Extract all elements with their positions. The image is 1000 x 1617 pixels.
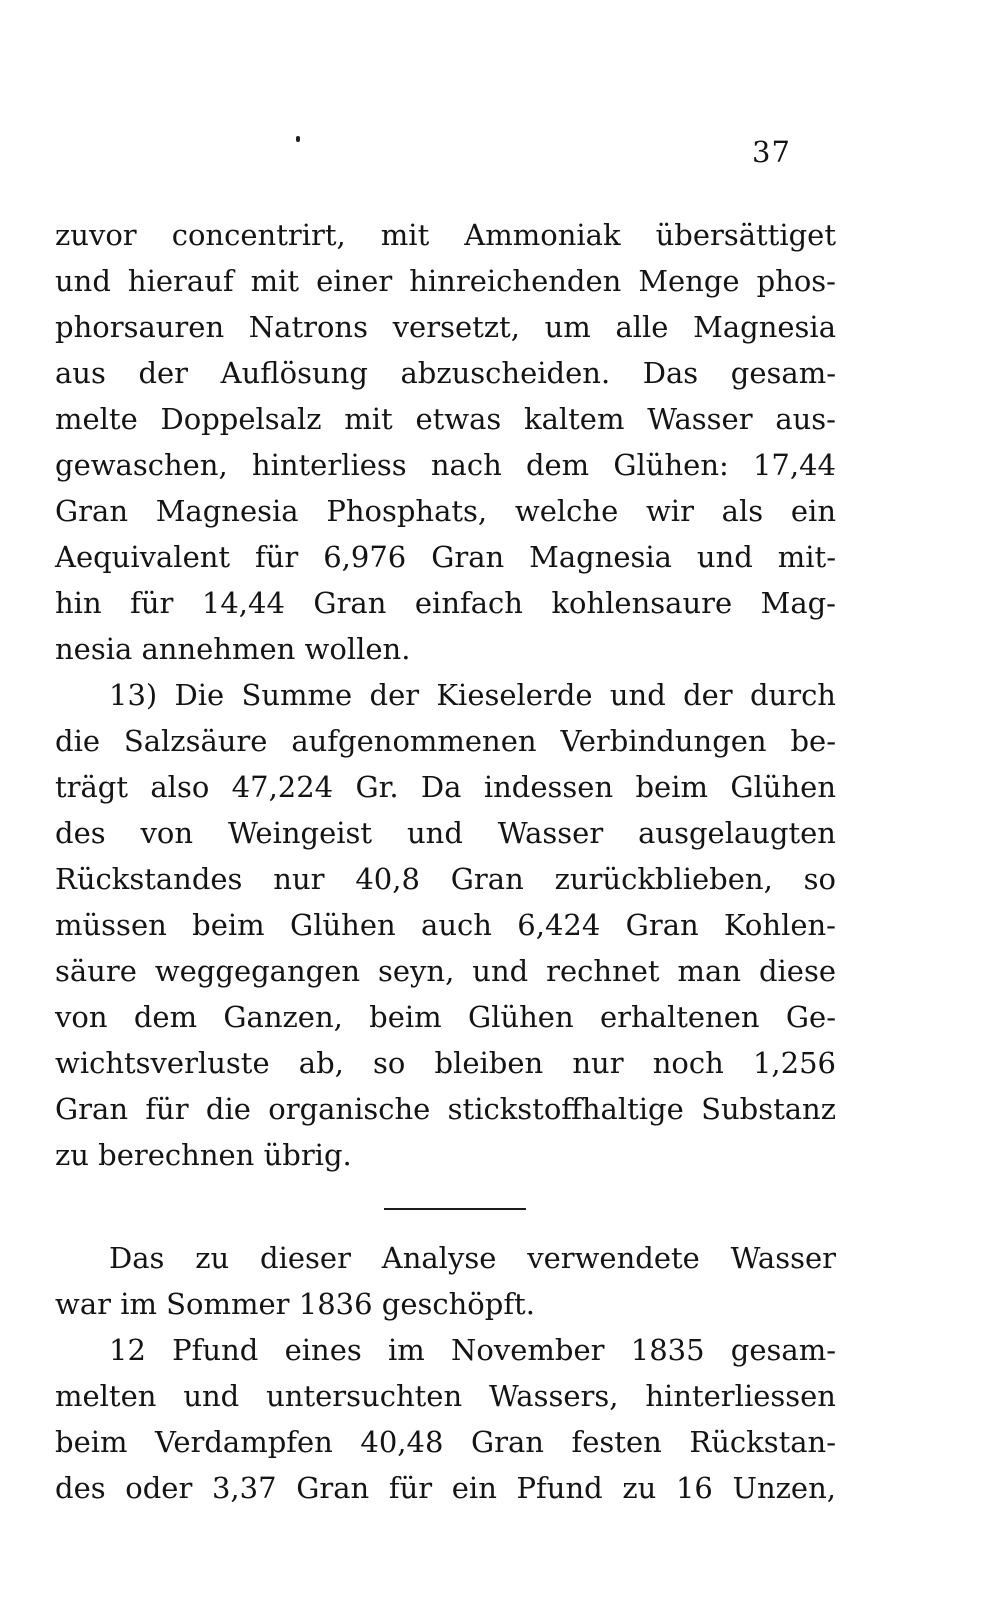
text-line: die Salzsäure aufgenommenen Verbindungen be- <box>55 724 836 758</box>
text-line-last: war im Sommer 1836 geschöpft. <box>55 1287 535 1321</box>
text-line-last: nesia annehmen wollen. <box>55 632 411 666</box>
text-line-first: Das zu dieser Analyse verwendete Wasser <box>109 1241 836 1275</box>
text-line: und hierauf mit einer hinreichenden Menge phos- <box>55 264 836 298</box>
ink-speck <box>296 136 300 142</box>
paragraph-november-sample <box>55 1327 836 1511</box>
text-line: aus der Auflösung abzuscheiden. Das gesam- <box>55 356 836 390</box>
text-line: trägt also 47,224 Gr. Da indessen beim Glühen <box>55 770 836 804</box>
text-line: melte Doppelsalz mit etwas kaltem Wasser aus- <box>55 402 836 436</box>
text-line-last: zu berechnen übrig. <box>55 1138 352 1172</box>
text-line: gewaschen, hinterliess nach dem Glühen: 17,44 <box>55 448 836 482</box>
text-line-first: 12 Pfund eines im November 1835 gesam- <box>109 1333 836 1367</box>
text-line: säure weggegangen seyn, und rechnet man diese <box>55 954 836 988</box>
text-line: beim Verdampfen 40,48 Gran festen Rückstan- <box>55 1425 836 1459</box>
text-line: wichtsverluste ab, so bleiben nur noch 1,256 <box>55 1046 836 1080</box>
text-line: Rückstandes nur 40,8 Gran zurückblieben, so <box>55 862 836 896</box>
page-number: 37 <box>752 135 791 169</box>
section-divider <box>384 1208 526 1210</box>
text-line: des von Weingeist und Wasser ausgelaugten <box>55 816 836 850</box>
text-line: zuvor concentrirt, mit Ammoniak übersättiget <box>55 218 836 252</box>
paragraph-item-13 <box>55 672 836 1178</box>
paragraph-water-sample <box>55 1235 836 1327</box>
text-line: Gran Magnesia Phosphats, welche wir als ein <box>55 494 836 528</box>
text-line: melten und untersuchten Wassers, hinterliessen <box>55 1379 836 1413</box>
text-line: Gran für die organische stickstoffhaltige Substanz <box>55 1092 836 1126</box>
paragraph-continuation <box>55 212 836 672</box>
text-line: hin für 14,44 Gran einfach kohlensaure Mag- <box>55 586 836 620</box>
text-line: von dem Ganzen, beim Glühen erhaltenen Ge- <box>55 1000 836 1034</box>
text-line: des oder 3,37 Gran für ein Pfund zu 16 Unzen, <box>55 1471 836 1505</box>
text-line: phorsauren Natrons versetzt, um alle Magnesia <box>55 310 836 344</box>
text-line: Aequivalent für 6,976 Gran Magnesia und mit- <box>55 540 836 574</box>
text-line-first: 13) Die Summe der Kieselerde und der durch <box>109 678 836 712</box>
text-line: müssen beim Glühen auch 6,424 Gran Kohlen- <box>55 908 836 942</box>
